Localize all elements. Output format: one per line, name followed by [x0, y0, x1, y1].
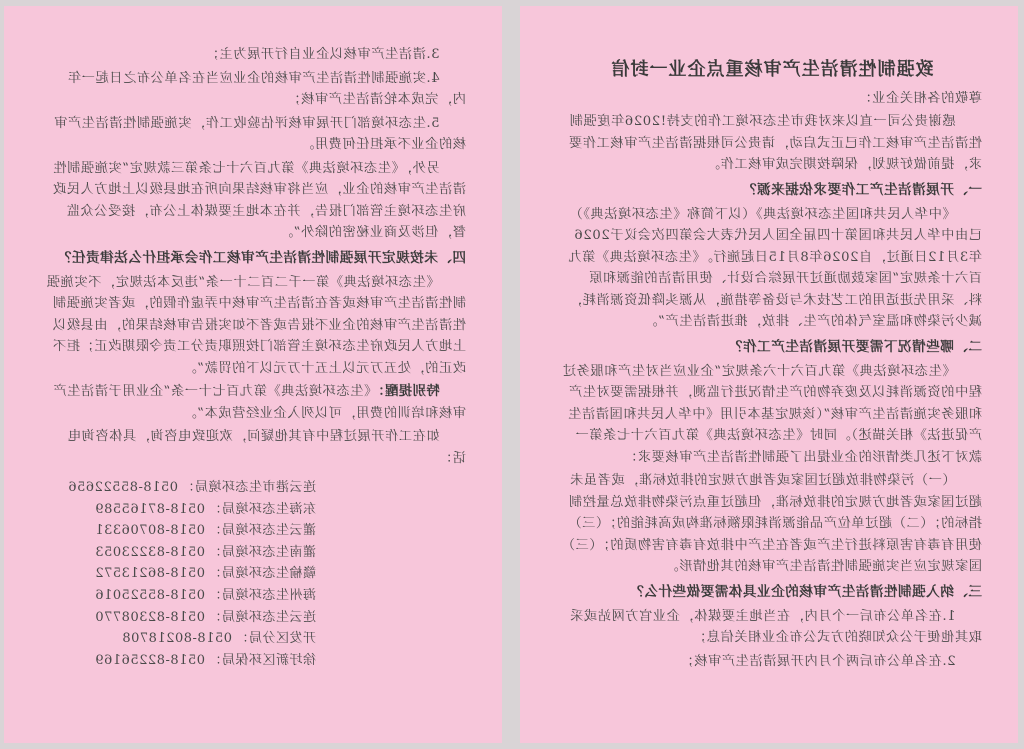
section-heading-one: 一、开展清洁生产工作要求依据来源？	[742, 181, 982, 198]
special-reminder	[44, 381, 466, 424]
contact-item	[44, 563, 316, 585]
contact-office: 连云港市生态环境局：	[180, 480, 316, 495]
contact-item	[44, 650, 316, 672]
contact-office: 海州生态环境局：	[207, 587, 316, 603]
contact-office: 灌南生态环境局：	[207, 544, 316, 560]
right-page-content	[562, 58, 982, 672]
section-heading-two: 二、哪些情况下需要开展清洁生产工作？	[728, 338, 982, 355]
special-reminder-label: 特别提醒：	[370, 384, 440, 399]
contact-phone: 0518-85522656	[67, 480, 178, 495]
contact-item	[44, 542, 316, 564]
contact-phone: 0518-82308770	[94, 609, 205, 625]
contact-item	[44, 585, 316, 607]
contact-item	[44, 628, 316, 650]
contact-phone: 0518-82256169	[94, 652, 205, 668]
paragraph-items: （一）污染物排放超过国家或者地方规定的排放标准，或者虽未超过国家或者地方规定的排放标准，但超过重点污染物排放总量控制指标的；（二）超过单位产品能源消耗限额标准构成高耗能的；（三）使用有毒有害原料进行生产或者在生产中排放有毒有害物质的；（三）国家规定应当实施强制性清洁生产审核的其他情形。	[567, 473, 982, 574]
intro-paragraph: 感谢贵公司一直以来对我市生态环境工作的支持!2026年度强制性清洁生产审核工作已正式启动，请贵公司根据清洁生产审核工作要求，提前做好规划，保障按期完成审核工作。	[568, 114, 982, 172]
paragraph: 《中华人民共和国生态环境法典》（以下简称《生态环境法典》）已由中华人民共和国第十四届全国人民代表大会第四次会议于2026年3月12日通过，自2026年8月15日起施行。《生态环境法典》第九百六十条规定“国家鼓励通过开展综合设计、使用清洁的能源和原料、采用先进适用的工艺技术与设备等措施，从源头降低资源消耗，减少污染物和温室气体的产生、排放，推进清洁生产”。	[567, 206, 982, 329]
contact-phone: 0518-87165589	[94, 501, 205, 517]
paragraph: 《生态环境法典》第九百六十六条规定“企业应当对生产和服务过程中的资源消耗以及废弃物的产生情况进行监测，并根据需要对生产和服务实施清洁生产审核”（该规定基本引用《中华人民共和国清洁生产促进法》相关描述）。同时《生态环境法典》第九百六十七条第一款对下述几类情形的企业提出了强制性清洁生产审核要求：	[562, 363, 982, 465]
paragraph-law: 《生态环境法典》第一千二百二十一条“违反本法规定，不实施强制性清洁生产审核或者在清洁生产审核中弄虚作假的，或者实施强制性清洁生产审核的企业不报告或者不如实报告审核结果的，由县级以上地方人民政府生态环境主管部门按照职责分工责令限期改正；拒不改正的，处五万元以上五十万元以下的罚款”。	[46, 274, 466, 376]
paragraph: 1.在名单公布后一个月内，在当地主要媒体，企业官方网站或采取其他便于公众知晓的方式公布企业相关信息；	[569, 608, 982, 645]
right-page	[520, 6, 1018, 743]
contact-office: 东海生态环境局：	[207, 501, 316, 517]
section-heading-four: 四、未按规定开展强制性清洁生产审核工作会承担什么法律责任？	[57, 249, 466, 266]
salutation: 尊敬的各相关企业：	[857, 91, 982, 106]
contact-phone: 0518-80706331	[94, 523, 205, 539]
letter-title: 致强制性清洁生产审核重点企业一封信	[610, 59, 934, 80]
contact-office: 连云生态环境局：	[207, 609, 316, 625]
contact-item	[44, 477, 316, 499]
left-page-content	[44, 44, 466, 671]
section-heading-three: 三、纳入强制性清洁生产审核的企业具体需要做些什么？	[629, 583, 982, 600]
contact-office: 赣榆生态环境局：	[207, 566, 316, 582]
closing-paragraph: 如在工作开展过程中有其他疑问，欢迎致电咨询，具体咨询电话：	[67, 429, 466, 466]
contact-office: 开发区分局：	[234, 631, 316, 647]
contact-office: 徐圩新区环保局：	[207, 652, 316, 668]
left-page	[4, 6, 502, 743]
contact-phone: 0518-83223053	[94, 544, 205, 560]
paragraph: 2.在名单公布后两个月内开展清洁生产审核；	[679, 653, 956, 669]
contact-phone: 0518-80218708	[121, 631, 232, 647]
contact-item	[44, 499, 316, 521]
contact-item	[44, 520, 316, 542]
contact-list	[44, 477, 466, 671]
special-reminder-text: 《生态环境法典》第九百七十一条“企业用于清洁生产审核和培训的费用，可以列入企业经营成本”。	[52, 384, 466, 421]
paragraph: 4.实施强制性清洁生产审核的企业应当在名单公布之日起一年内，完成本轮清洁生产审核；	[67, 70, 466, 107]
contact-item	[44, 607, 316, 629]
contact-phone: 0518-86213572	[94, 566, 205, 582]
contact-office: 灌云生态环境局：	[207, 523, 316, 539]
contact-phone: 0518-85525016	[94, 587, 205, 603]
paragraph: 3.清洁生产审核以企业自行开展为主；	[205, 47, 440, 62]
paragraph: 5.生态环境部门开展审核评估验收工作，实施强制性清洁生产审核的企业不承担任何费用。	[53, 115, 466, 152]
paragraph: 另外，《生态环境法典》第九百六十七条第三款规定“实施强制性清洁生产审核的企业，应当将审核结果向所在地县级以上地方人民政府生态环境主管部门报告，并在本地主要媒体上公布，接受公众监督，但涉及商业秘密的除外”。	[52, 160, 466, 240]
